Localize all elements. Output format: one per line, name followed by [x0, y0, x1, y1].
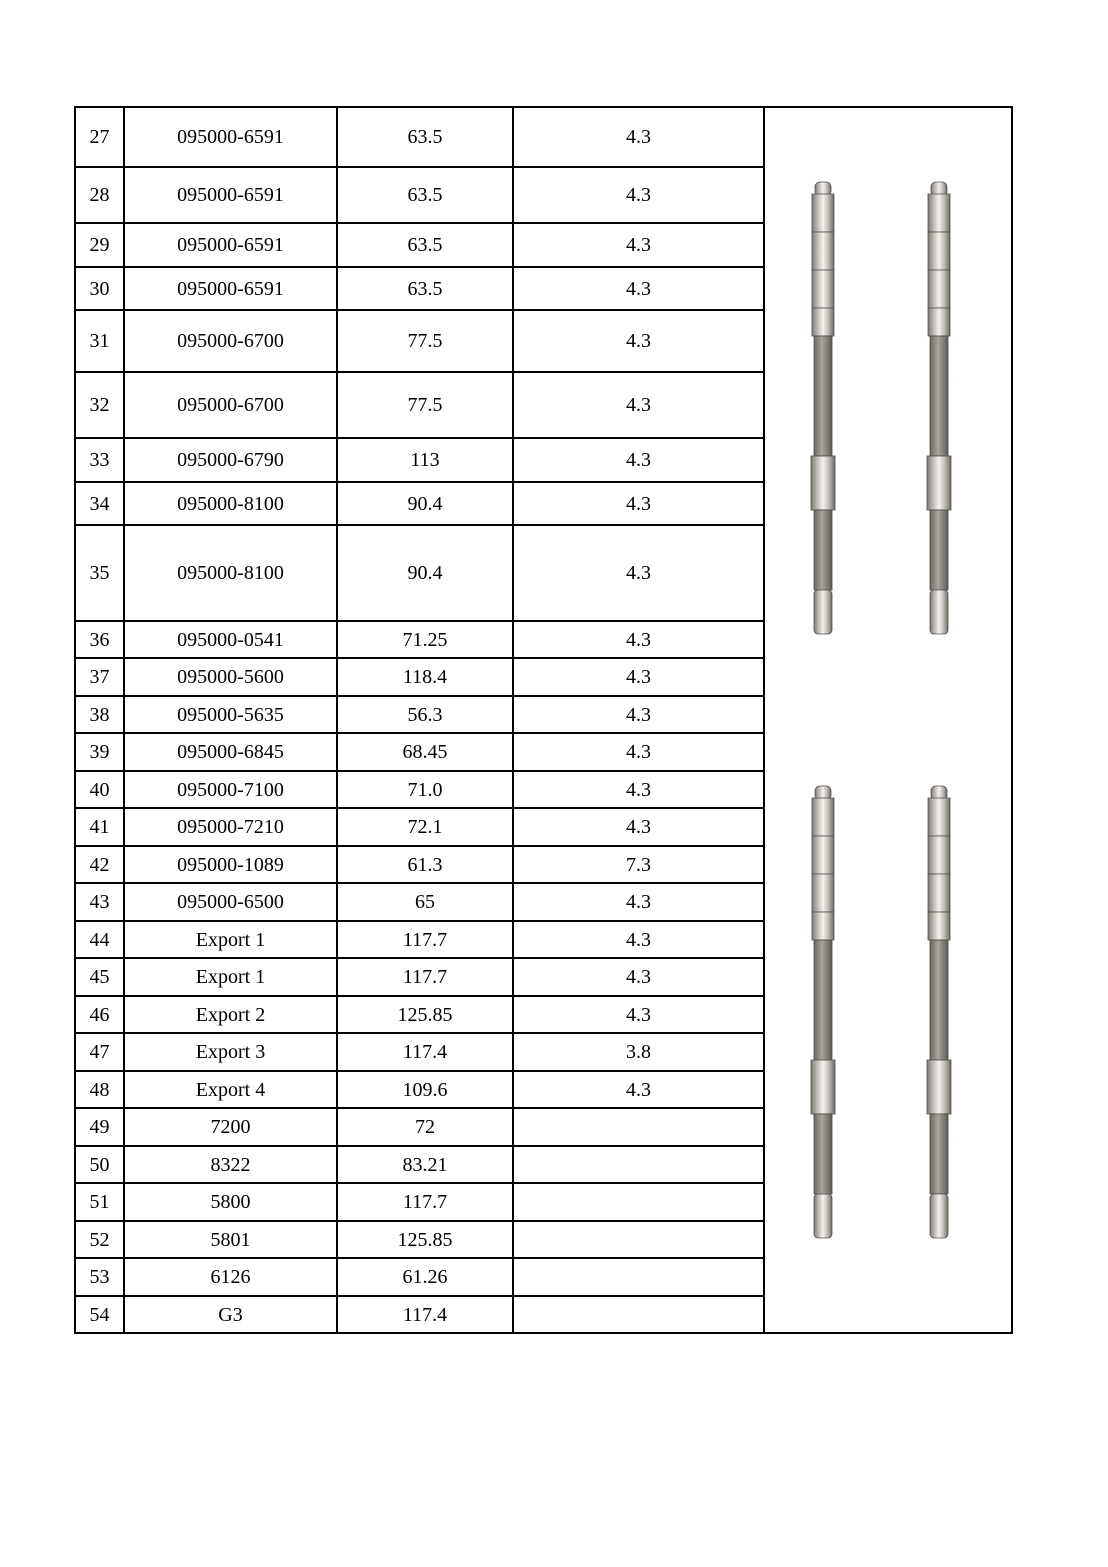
- part-number: 095000-6700: [124, 310, 337, 372]
- diameter-value: 4.3: [513, 107, 764, 167]
- diameter-value: 4.3: [513, 525, 764, 621]
- length-value: 68.45: [337, 733, 513, 771]
- diameter-value: 4.3: [513, 372, 764, 438]
- part-number: 095000-6591: [124, 167, 337, 223]
- row-number: 47: [75, 1033, 124, 1071]
- diameter-value: 4.3: [513, 771, 764, 808]
- length-value: 65: [337, 883, 513, 921]
- length-value: 71.25: [337, 621, 513, 658]
- part-number: G3: [124, 1296, 337, 1333]
- row-number: 52: [75, 1221, 124, 1258]
- length-value: 72: [337, 1108, 513, 1146]
- diameter-value: [513, 1146, 764, 1183]
- part-number: 5800: [124, 1183, 337, 1221]
- row-number: 54: [75, 1296, 124, 1333]
- diameter-value: [513, 1221, 764, 1258]
- part-number: 6126: [124, 1258, 337, 1296]
- length-value: 118.4: [337, 658, 513, 696]
- part-number: 095000-6845: [124, 733, 337, 771]
- diameter-value: 4.3: [513, 267, 764, 310]
- length-value: 63.5: [337, 167, 513, 223]
- diameter-value: 4.3: [513, 958, 764, 996]
- diameter-value: 4.3: [513, 167, 764, 223]
- row-number: 51: [75, 1183, 124, 1221]
- part-number: 095000-7100: [124, 771, 337, 808]
- part-number: 095000-5600: [124, 658, 337, 696]
- length-value: 61.26: [337, 1258, 513, 1296]
- part-number: 095000-8100: [124, 525, 337, 621]
- part-number: 095000-5635: [124, 696, 337, 733]
- length-value: 77.5: [337, 310, 513, 372]
- part-number: Export 4: [124, 1071, 337, 1108]
- parts-table: [74, 106, 1013, 1334]
- diameter-value: 4.3: [513, 223, 764, 267]
- diameter-value: [513, 1258, 764, 1296]
- part-number: 7200: [124, 1108, 337, 1146]
- length-value: 61.3: [337, 846, 513, 883]
- part-number: 8322: [124, 1146, 337, 1183]
- part-number: Export 1: [124, 958, 337, 996]
- part-number: 095000-6500: [124, 883, 337, 921]
- part-number: 095000-7210: [124, 808, 337, 846]
- length-value: 90.4: [337, 525, 513, 621]
- part-number: 095000-1089: [124, 846, 337, 883]
- row-number: 32: [75, 372, 124, 438]
- part-number: Export 2: [124, 996, 337, 1033]
- row-number: 44: [75, 921, 124, 958]
- diameter-value: 4.3: [513, 808, 764, 846]
- length-value: 117.7: [337, 921, 513, 958]
- length-value: 117.4: [337, 1033, 513, 1071]
- length-value: 117.7: [337, 958, 513, 996]
- row-number: 50: [75, 1146, 124, 1183]
- part-number: Export 3: [124, 1033, 337, 1071]
- length-value: 83.21: [337, 1146, 513, 1183]
- part-number: 095000-6591: [124, 267, 337, 310]
- diameter-value: 3.8: [513, 1033, 764, 1071]
- length-value: 72.1: [337, 808, 513, 846]
- row-number: 38: [75, 696, 124, 733]
- table-row: [75, 107, 1012, 167]
- length-value: 125.85: [337, 1221, 513, 1258]
- part-number: 095000-0541: [124, 621, 337, 658]
- row-number: 36: [75, 621, 124, 658]
- length-value: 125.85: [337, 996, 513, 1033]
- part-number: 095000-6790: [124, 438, 337, 482]
- diameter-value: 4.3: [513, 996, 764, 1033]
- part-number: 095000-6700: [124, 372, 337, 438]
- length-value: 56.3: [337, 696, 513, 733]
- length-value: 90.4: [337, 482, 513, 525]
- length-value: 77.5: [337, 372, 513, 438]
- diameter-value: 4.3: [513, 621, 764, 658]
- length-value: 71.0: [337, 771, 513, 808]
- row-number: 27: [75, 107, 124, 167]
- diameter-value: 4.3: [513, 310, 764, 372]
- length-value: 63.5: [337, 267, 513, 310]
- product-image-cell: [764, 107, 1012, 1333]
- length-value: 63.5: [337, 223, 513, 267]
- row-number: 48: [75, 1071, 124, 1108]
- length-value: 117.4: [337, 1296, 513, 1333]
- row-number: 31: [75, 310, 124, 372]
- diameter-value: 4.3: [513, 921, 764, 958]
- row-number: 41: [75, 808, 124, 846]
- diameter-value: [513, 1296, 764, 1333]
- row-number: 34: [75, 482, 124, 525]
- diameter-value: 4.3: [513, 1071, 764, 1108]
- valve-rod-photo-icon: [765, 108, 1011, 1331]
- diameter-value: 4.3: [513, 482, 764, 525]
- length-value: 117.7: [337, 1183, 513, 1221]
- part-number: 095000-6591: [124, 223, 337, 267]
- part-number: 095000-6591: [124, 107, 337, 167]
- diameter-value: 7.3: [513, 846, 764, 883]
- row-number: 43: [75, 883, 124, 921]
- row-number: 33: [75, 438, 124, 482]
- row-number: 40: [75, 771, 124, 808]
- row-number: 42: [75, 846, 124, 883]
- row-number: 29: [75, 223, 124, 267]
- row-number: 28: [75, 167, 124, 223]
- part-number: Export 1: [124, 921, 337, 958]
- diameter-value: 4.3: [513, 883, 764, 921]
- row-number: 49: [75, 1108, 124, 1146]
- row-number: 53: [75, 1258, 124, 1296]
- row-number: 35: [75, 525, 124, 621]
- row-number: 30: [75, 267, 124, 310]
- diameter-value: [513, 1108, 764, 1146]
- diameter-value: 4.3: [513, 733, 764, 771]
- diameter-value: [513, 1183, 764, 1221]
- parts-table-body: [75, 107, 1012, 1333]
- length-value: 63.5: [337, 107, 513, 167]
- row-number: 39: [75, 733, 124, 771]
- length-value: 109.6: [337, 1071, 513, 1108]
- diameter-value: 4.3: [513, 658, 764, 696]
- length-value: 113: [337, 438, 513, 482]
- row-number: 46: [75, 996, 124, 1033]
- part-number: 095000-8100: [124, 482, 337, 525]
- row-number: 45: [75, 958, 124, 996]
- part-number: 5801: [124, 1221, 337, 1258]
- diameter-value: 4.3: [513, 438, 764, 482]
- row-number: 37: [75, 658, 124, 696]
- parts-table-container: [74, 106, 1011, 1334]
- diameter-value: 4.3: [513, 696, 764, 733]
